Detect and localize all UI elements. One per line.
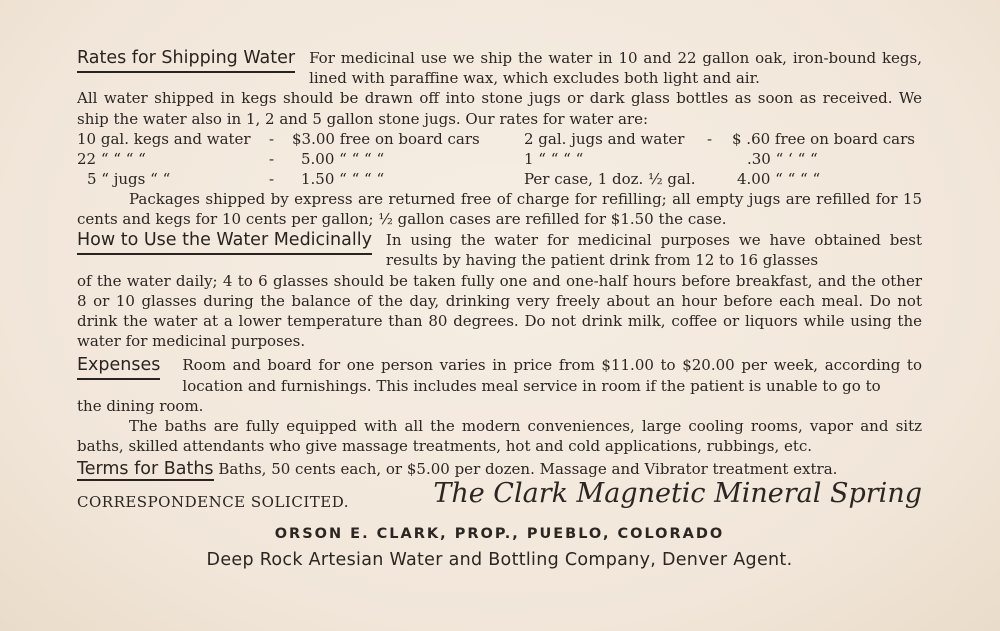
rate-price: .30 “ ‘ “ “ xyxy=(747,149,818,168)
terms-text: Baths, 50 cents each, or $5.00 per dozen. Massage and Vibrator treatment extra. xyxy=(218,460,838,479)
footer-row xyxy=(77,477,922,520)
rate-price: 5.00 “ “ “ “ xyxy=(301,149,385,168)
spring-signature: The Clark Magnetic Mineral Spring xyxy=(433,477,922,509)
agent-line: Deep Rock Artesian Water and Bottling Company, Denver Agent. xyxy=(206,549,793,570)
rate-item: 10 gal. kegs and water xyxy=(77,129,251,148)
medicinal-intro: In using the water for medicinal purposes we have obtained best results by having the patient drink from 12 to 16 glasses xyxy=(385,231,922,270)
shipping-section xyxy=(77,48,922,88)
expenses-section xyxy=(77,355,922,395)
rate-price: $3.00 free on board cars xyxy=(292,129,480,148)
rate-item: 5 “ jugs “ “ xyxy=(87,169,171,188)
medicinal-heading: How to Use the Water Medicinally xyxy=(77,228,372,255)
rate-item: 1 “ “ “ “ xyxy=(524,149,584,168)
packages-paragraph: Packages shipped by express are returned free of charge for refilling; all empty jugs are refilled for 15 cents and kegs for 10 cents per gallon; ½ gallon cases are refilled for $1.50 the case. xyxy=(77,189,922,229)
baths-paragraph: The baths are fully equipped with all the modern conveniences, large cooling rooms, vapor and sitz baths, skilled attendants who give massage treatments, hot and cold applications, rubbings, etc. xyxy=(77,417,922,456)
rate-item: 2 gal. jugs and water xyxy=(524,129,685,148)
medicinal-section xyxy=(77,230,922,270)
rate-item: Per case, 1 doz. ½ gal. xyxy=(524,169,696,188)
rate-price: $ .60 free on board cars xyxy=(732,129,915,148)
terms-line xyxy=(77,459,922,479)
expenses-heading: Expenses xyxy=(77,353,160,380)
rates-table xyxy=(77,129,922,189)
rate-dash: - xyxy=(707,129,713,148)
rate-price: 4.00 “ “ “ “ xyxy=(737,169,821,188)
card-content xyxy=(77,48,922,570)
correspondence-text: CORRESPONDENCE SOLICITED. xyxy=(77,492,349,511)
rate-item: 22 “ “ “ “ xyxy=(77,149,146,168)
shipping-intro: For medicinal use we ship the water in 10 and 22 gallon oak, iron-bound kegs, lined with paraffine wax, which excludes both light and air. xyxy=(309,49,922,88)
shipping-heading: Rates for Shipping Water xyxy=(77,46,295,73)
expenses-paragraph: the dining room. xyxy=(77,396,204,415)
shipping-paragraph: All water shipped in kegs should be drawn off into stone jugs or dark glass bottles as soon as received. We ship the water also in 1, 2 and 5 gallon stone jugs. Our rates for water are: xyxy=(77,89,922,128)
medicinal-paragraph: of the water daily; 4 to 6 glasses should be taken fully one and one-half hours before breakfast, and the other 8 or 10 glasses during the balance of the day, drinking very freely about an hour before each meal. Do not drink the water at a lower temperature than 80 degrees. Do not drink milk, coffee or liquors while using the water for medicinal purposes. xyxy=(77,271,922,351)
rate-dash: - xyxy=(269,149,275,168)
rate-dash: - xyxy=(269,169,275,188)
rate-price: 1.50 “ “ “ “ xyxy=(301,169,385,188)
expenses-intro: Room and board for one person varies in price from $11.00 to $20.00 per week, according to location and furnishings. This includes meal service in room if the patient is unable to go to xyxy=(182,356,922,395)
proprietor-line: ORSON E. CLARK, PROP., PUEBLO, COLORADO xyxy=(274,525,725,542)
terms-heading: Terms for Baths xyxy=(77,459,214,480)
rate-dash: - xyxy=(269,129,275,148)
